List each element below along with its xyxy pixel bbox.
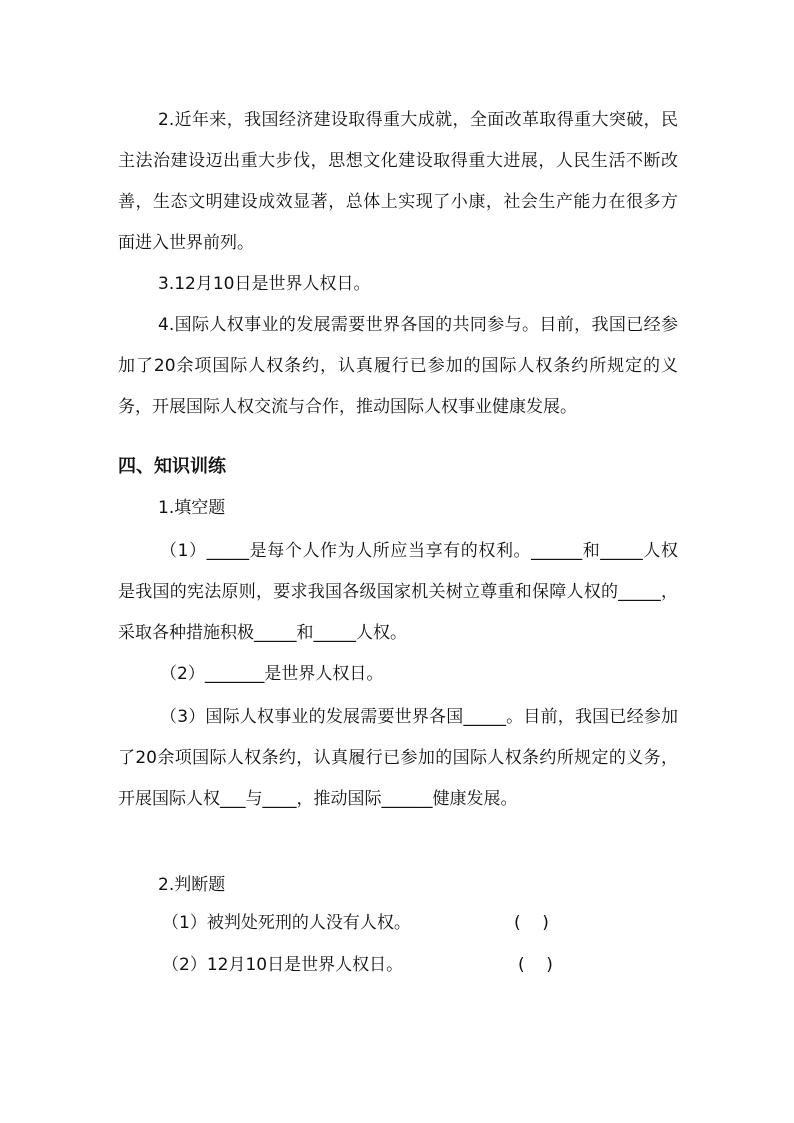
- judge-question-2: （2）12月10日是世界人权日。: [162, 955, 404, 975]
- summary-item-3: 3.12月10日是世界人权日。: [158, 274, 371, 294]
- fill-blank-question-1: （1）_____是每个人作为人所应当享有的权利。______和_____人权是我国的宪法原则，要求我国各级国家机关树立尊重和保障人权的_____，采取各种措施积极_____和_____人权。: [118, 541, 678, 643]
- fill-blank-question-3: （3）国际人权事业的发展需要世界各国_____。目前，我国已经参加了20余项国际人权条约，认真履行已参加的国际人权条约所规定的义务，开展国际人权___与____，推动国际______健康发展。: [118, 707, 678, 809]
- fill-blank-title: 1.填空题: [158, 498, 226, 518]
- summary-item-2: 2.近年来，我国经济建设取得重大成就，全面改革取得重大突破，民主法治建设迈出重大步伐，思想文化建设取得重大进展，人民生活不断改善，生态文明建设成效显著，总体上实现了小康，社会生产能力在很多方面进入世界前列。: [118, 110, 678, 253]
- judge-answer-box-2[interactable]: ( ): [518, 955, 553, 975]
- summary-item-4: 4.国际人权事业的发展需要世界各国的共同参与。目前，我国已经参加了20余项国际人权条约，认真履行已参加的国际人权条约所规定的义务，开展国际人权交流与合作，推动国际人权事业健康发展。: [118, 315, 678, 417]
- judge-answer-box-1[interactable]: ( ): [514, 913, 549, 933]
- judge-title: 2.判断题: [158, 875, 226, 895]
- judge-question-1: （1）被判处死刑的人没有人权。: [162, 913, 411, 933]
- fill-blank-question-2: （2）_______是世界人权日。: [160, 664, 384, 684]
- section-heading: 四、知识训练: [118, 456, 226, 477]
